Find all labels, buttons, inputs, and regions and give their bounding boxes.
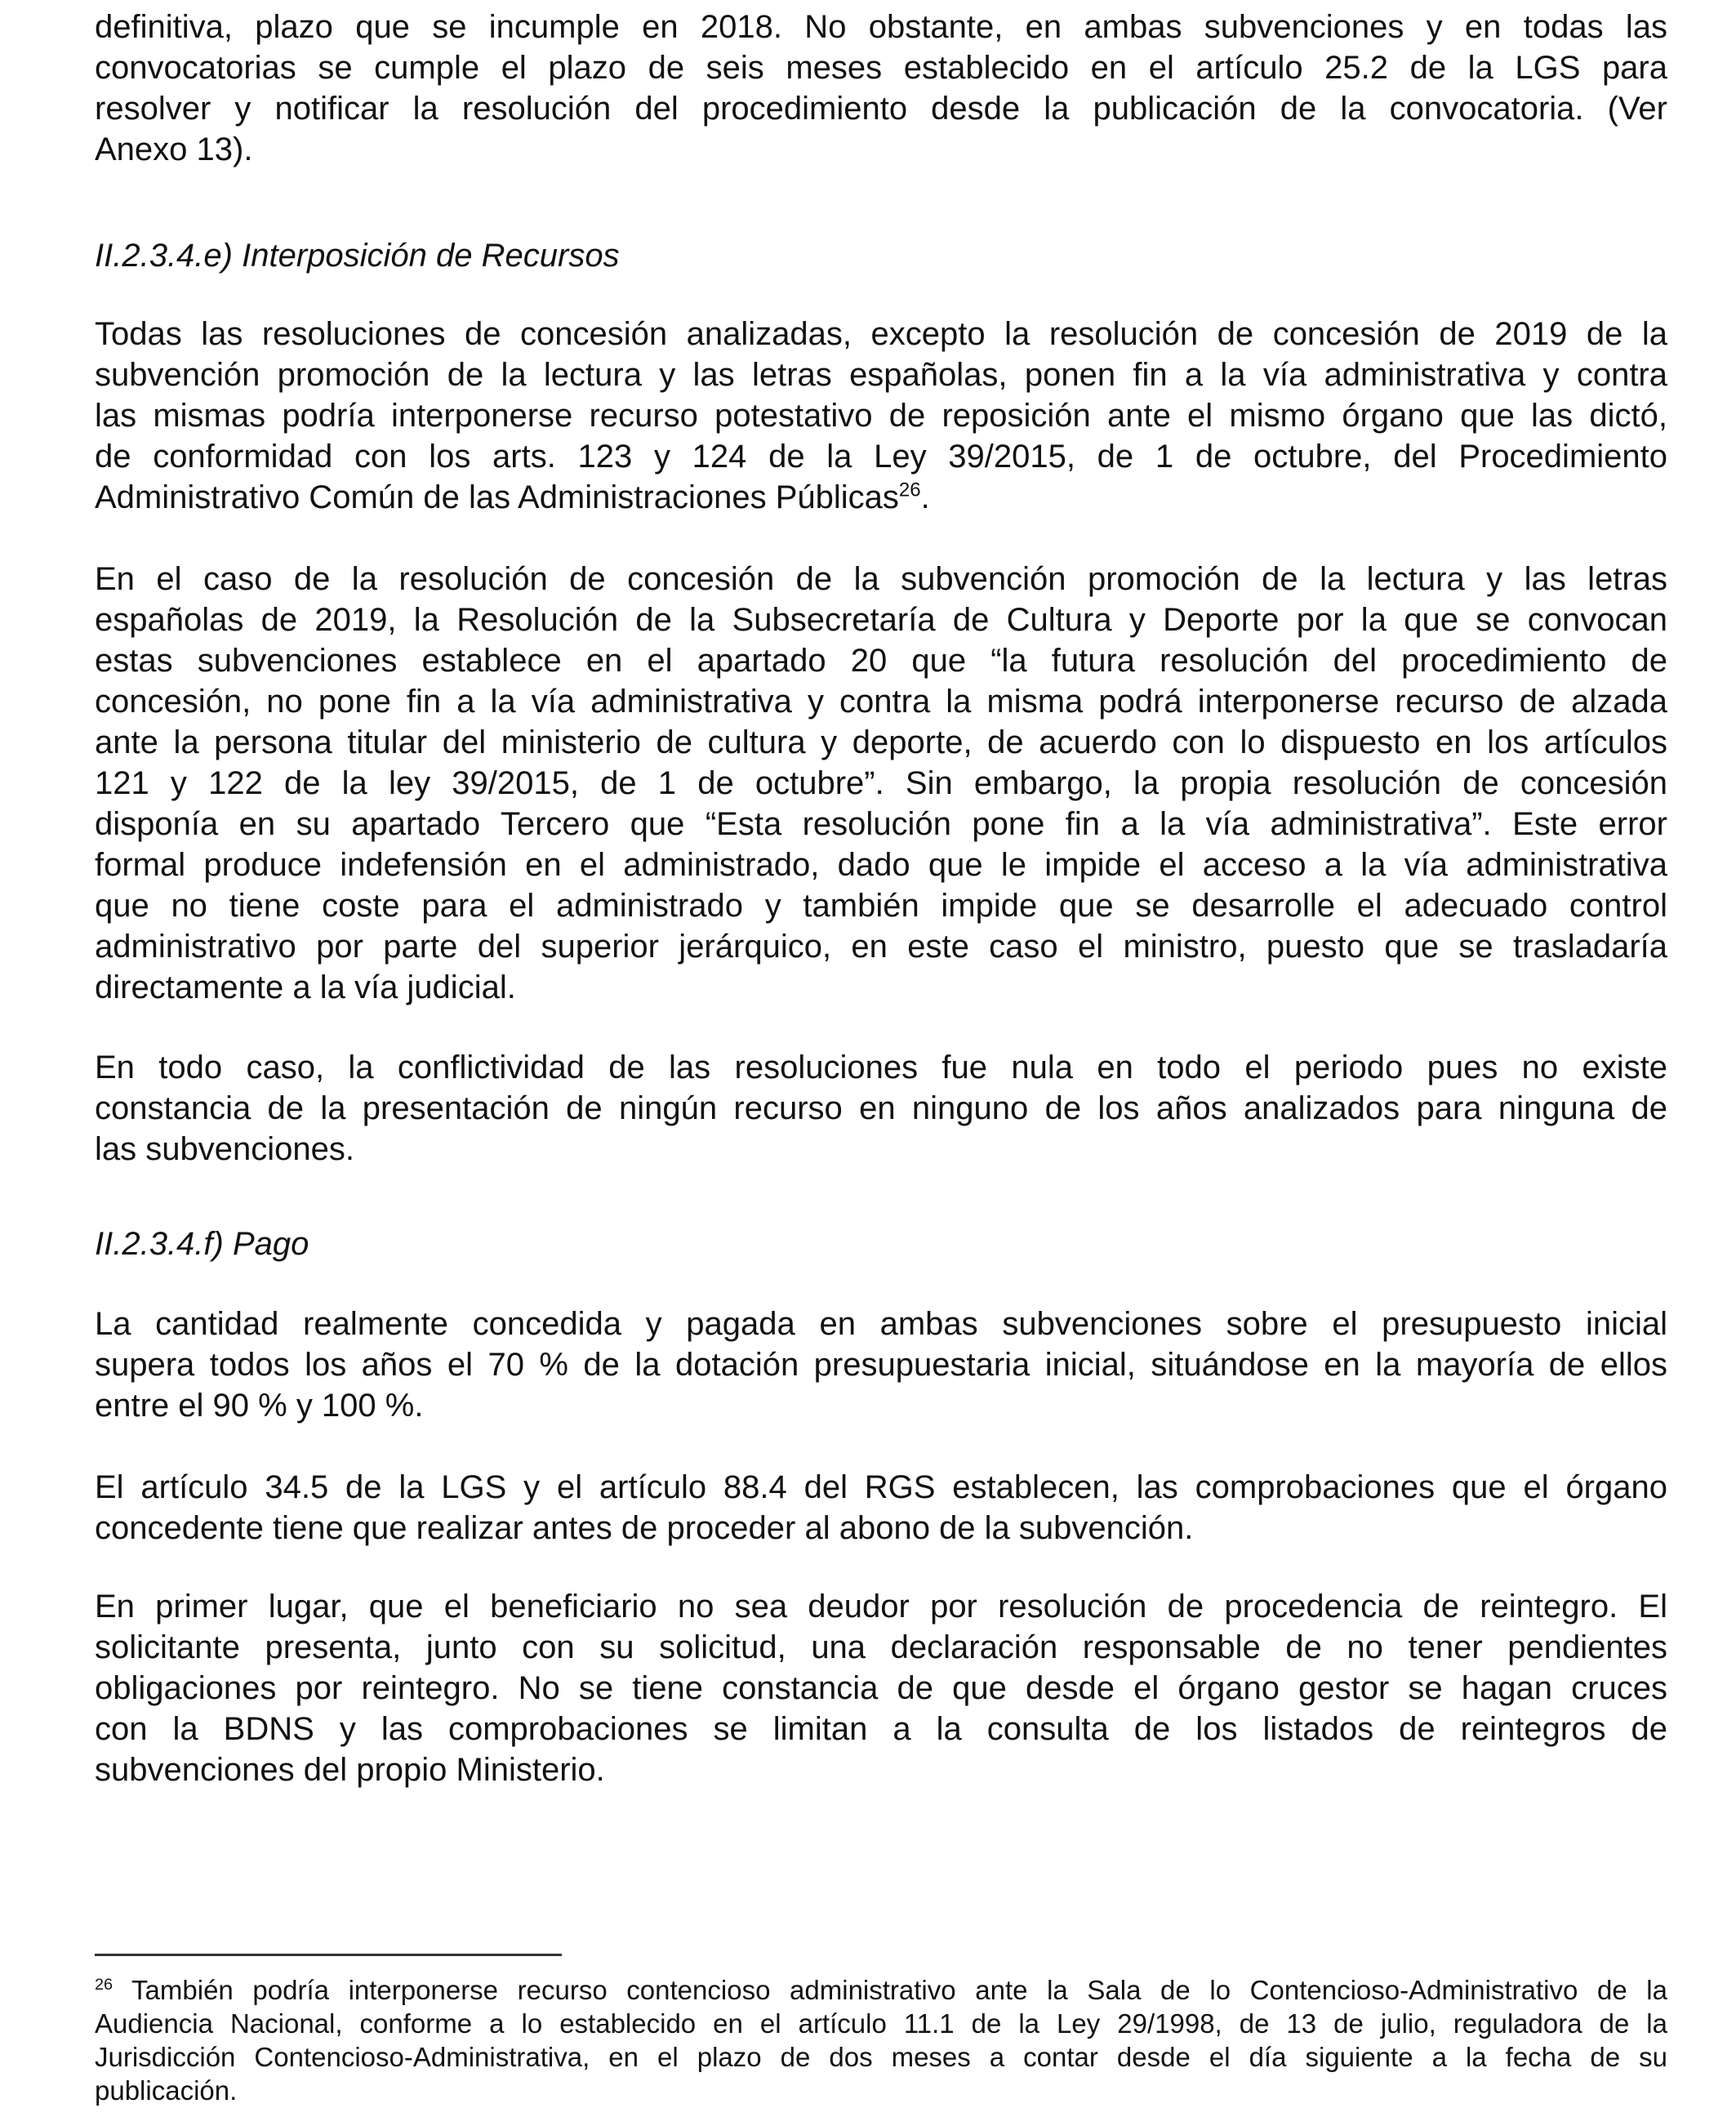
text-line-content: definitiva, plazo que se incumple en 2018. No obstante, en ambas subvenciones y en todas las [95,9,1667,45]
section-heading-pago: II.2.3.4.f) Pago [95,1226,309,1262]
paragraph-2019-case [95,559,1667,1008]
paragraph-cantidad-concedida [95,1304,1667,1426]
footnote-line-content: Audiencia Nacional, conforme a lo establecido en el artículo 11.1 de la Ley 29/1998, de 13 de julio, reguladora de la [95,2008,1667,2039]
text-line-content: con la BDNS y las comprobaciones se limitan a la consulta de los listados de reintegros de [95,1711,1667,1747]
text-line [95,559,1667,599]
text-line [95,7,1667,47]
text-line-content: convocatorias se cumple el plazo de seis meses establecido en el artículo 25.2 de la LGS para [95,50,1667,86]
text-line [95,681,1667,722]
footnote-separator [95,1954,562,1956]
text-line [95,1627,1667,1668]
paragraph-resolution-deadline [95,7,1667,170]
text-line [95,1586,1667,1627]
footnote-reference[interactable]: 26 [898,479,921,501]
text-line-content: formal produce indefensión en el administrado, dado que le impide el acceso a la vía administrativa [95,847,1667,883]
text-line [95,599,1667,640]
footnote-line-content: También podría interponerse recurso contencioso administrativo ante la Sala de lo Contencioso-Administrativo de la [113,1975,1667,2005]
text-line-content: El artículo 34.5 de la LGS y el artículo 88.4 del RGS establecen, las comprobaciones que el órgano [95,1469,1667,1505]
text-line [95,395,1667,436]
paragraph-reintegro [95,1586,1667,1790]
text-line-content: solicitante presenta, junto con su solicitud, una declaración responsable de no tener pendientes [95,1629,1667,1665]
text-line [95,804,1667,845]
text-line-content: las subvenciones. [95,1131,354,1167]
paragraph-recursos-intro [95,314,1667,518]
text-line-content: que no tiene coste para el administrado y también impide que se desarrolle el adecuado control [95,888,1667,924]
text-line [95,1129,1667,1170]
text-line [95,436,1667,477]
text-line [95,926,1667,967]
text-line [95,354,1667,395]
text-line [95,845,1667,885]
text-line [95,1467,1667,1508]
text-line-content: disponía en su apartado Tercero que “Esta resolución pone fin a la vía administrativa”. Este error [95,806,1667,842]
text-line-content: españolas de 2019, la Resolución de la Subsecretaría de Cultura y Deporte por la que se convocan [95,602,1667,638]
text-line-content: las mismas podría interponerse recurso potestativo de reposición ante el mismo órgano que las dictó, [95,398,1667,434]
text-line [95,1304,1667,1344]
text-line [95,722,1667,763]
text-line [95,640,1667,681]
text-line [95,1508,1667,1549]
footnote-26 [95,1973,1667,2107]
text-line [95,1047,1667,1088]
paragraph-conflictividad [95,1047,1667,1170]
text-line-content: estas subvenciones establece en el apartado 20 que “la futura resolución del procedimiento de [95,643,1667,679]
text-line-content: subvenciones del propio Ministerio. [95,1752,605,1788]
text-line [95,1668,1667,1709]
text-line [95,1749,1667,1790]
text-line [95,1385,1667,1426]
paragraph-comprobaciones [95,1467,1667,1549]
text-line-content: Administrativo Común de las Administraciones Públicas [95,479,899,515]
text-line [95,477,1667,518]
footnote-line [95,2074,1667,2107]
text-line-content: entre el 90 % y 100 %. [95,1388,424,1424]
text-line [95,314,1667,354]
text-line [95,763,1667,804]
text-line-content: constancia de la presentación de ningún recurso en ninguno de los años analizados para ninguna de [95,1090,1667,1126]
text-line [95,967,1667,1008]
text-line [95,129,1667,170]
footnote-line [95,2040,1667,2074]
footnote-number: 26 [95,1976,114,1994]
text-line-content: ante la persona titular del ministerio de cultura y deporte, de acuerdo con lo dispuesto en los artículos [95,724,1667,760]
text-line-content: En el caso de la resolución de concesión de la subvención promoción de la lectura y las letras [95,561,1667,597]
text-line-content: directamente a la vía judicial. [95,969,516,1005]
text-line-content: concesión, no pone fin a la vía administrativa y contra la misma podrá interponerse recurso de alzada [95,684,1667,720]
text-line-content: Todas las resoluciones de concesión analizadas, excepto la resolución de concesión de 2019 de la [95,316,1667,352]
text-line [95,1709,1667,1749]
text-line [95,885,1667,926]
text-line-content: resolver y notificar la resolución del procedimiento desde la publicación de la convocatoria. (Ver [95,91,1667,127]
text-line-content: La cantidad realmente concedida y pagada en ambas subvenciones sobre el presupuesto inicial [95,1306,1667,1342]
text-line-content: En primer lugar, que el beneficiario no sea deudor por resolución de procedencia de reintegro. El [95,1589,1667,1625]
text-line-content: Anexo 13). [95,131,253,167]
text-line-content: administrativo por parte del superior jerárquico, en este caso el ministro, puesto que se trasladaría [95,929,1667,965]
text-line [95,88,1667,129]
text-line [95,1344,1667,1385]
text-line-content: concedente tiene que realizar antes de proceder al abono de la subvención. [95,1510,1194,1546]
text-line-content: de conformidad con los arts. 123 y 124 de la Ley 39/2015, de 1 de octubre, del Procedimiento [95,439,1667,475]
footnote-line [95,1973,1667,2007]
text-line [95,47,1667,88]
text-line-content: supera todos los años el 70 % de la dotación presupuestaria inicial, situándose en la mayoría de ellos [95,1347,1667,1383]
text-line-content: subvención promoción de la lectura y las letras españolas, ponen fin a la vía administrativa y contra [95,357,1667,393]
footnote-line-content: publicación. [95,2075,238,2106]
text-line-content: En todo caso, la conflictividad de las resoluciones fue nula en todo el periodo pues no existe [95,1050,1667,1085]
text-line-content: obligaciones por reintegro. No se tiene constancia de que desde el órgano gestor se hagan cruces [95,1670,1667,1706]
section-heading-recursos: II.2.3.4.e) Interposición de Recursos [95,238,620,274]
footnote-line [95,2007,1667,2040]
text-line-tail: . [920,479,930,515]
text-line-content: 121 y 122 de la ley 39/2015, de 1 de octubre”. Sin embargo, la propia resolución de concesión [95,765,1667,801]
text-line [95,1088,1667,1129]
footnote-line-content: Jurisdicción Contencioso-Administrativa, en el plazo de dos meses a contar desde el día siguiente a la fecha de su [95,2042,1667,2072]
